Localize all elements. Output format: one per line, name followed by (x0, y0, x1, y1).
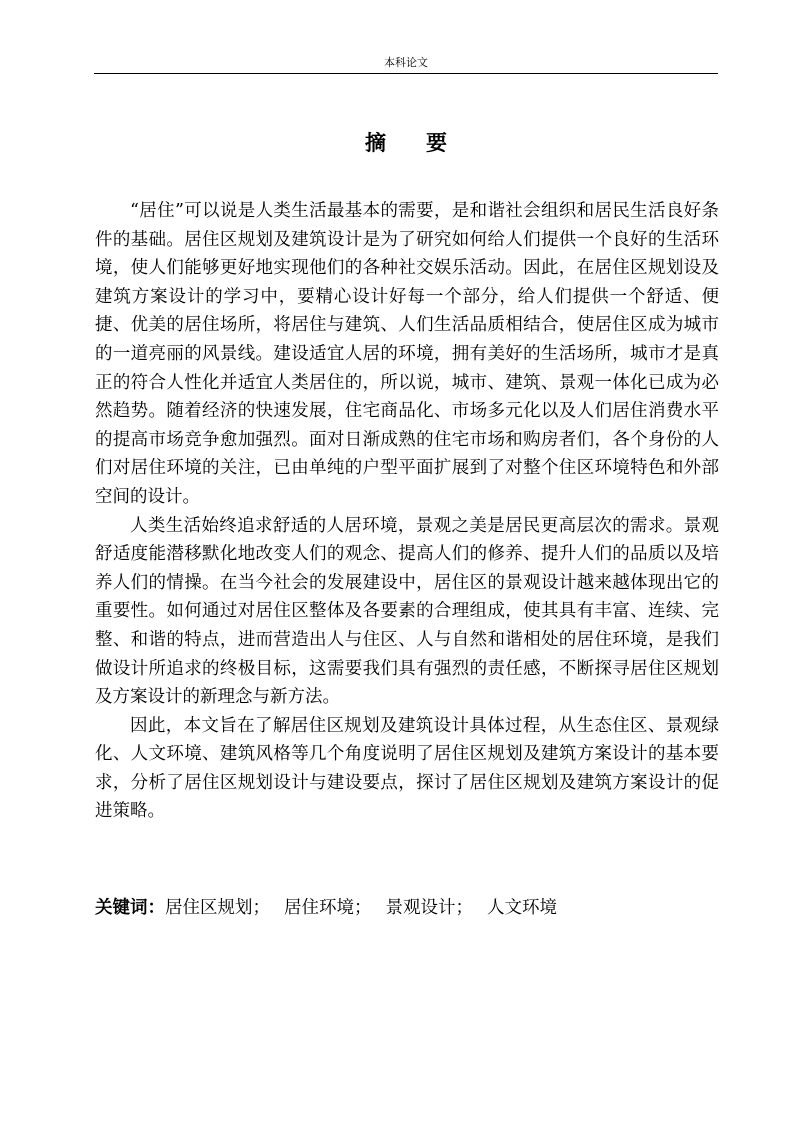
header-rule (94, 73, 718, 74)
abstract-title (94, 128, 718, 158)
keyword-item: 人文环境 (487, 898, 557, 918)
abstract-body (95, 197, 719, 826)
keyword-item: 居住环境； (284, 898, 372, 918)
abstract-paragraph-3: 因此，本文旨在了解居住区规划及建筑设计具体过程，从生态住区、景观绿化、人文环境、建筑风格等几个角度说明了居住区规划及建筑方案设计的基本要求，分析了居住区规划设计与建设要点，探讨了居住区规划及建筑方案设计的促进策略。 (95, 715, 719, 822)
running-header: 本科论文 (384, 56, 428, 69)
abstract-title-char-2: 要 (426, 130, 447, 155)
keyword-item: 景观设计； (385, 898, 473, 918)
keywords-line (95, 894, 719, 922)
keywords-label: 关键词： (95, 898, 165, 918)
keyword-item: 居住区规划； (165, 898, 270, 918)
abstract-title-char-1: 摘 (365, 130, 386, 155)
abstract-paragraph-2: 人类生活始终追求舒适的人居环境，景观之美是居民更高层次的需求。景观舒适度能潜移默化地改变人们的观念、提高人们的修养、提升人们的品质以及培养人们的情操。在当今社会的发展建设中，居住区的景观设计越来越体现出它的重要性。如何通过对居住区整体及各要素的合理组成，使其具有丰富、连续、完整、和谐的特点，进而营造出人与住区、人与自然和谐相处的居住环境，是我们做设计所追求的终极目标，这需要我们具有强烈的责任感，不断探寻居住区规划及方案设计的新理念与新方法。 (95, 515, 719, 708)
abstract-paragraph-1: “居住”可以说是人类生活最基本的需要，是和谐社会组织和居民生活良好条件的基础。居住区规划及建筑设计是为了研究如何给人们提供一个良好的生活环境，使人们能够更好地实现他们的各种社交娱乐活动。因此，在居住区规划设及建筑方案设计的学习中，要精心设计好每一个部分，给人们提供一个舒适、便捷、优美的居住场所，将居住与建筑、人们生活品质相结合，使居住区成为城市的一道亮丽的风景线。建设适宜人居的环境，拥有美好的生活场所，城市才是真正的符合人性化并适宜人类居住的，所以说，城市、建筑、景观一体化已成为必然趋势。随着经济的快速发展，住宅商品化、市场多元化以及人们居住消费水平的提高市场竞争愈加强烈。面对日渐成熟的住宅市场和购房者们，各个身份的人们对居住环境的关注，已由单纯的户型平面扩展到了对整个住区环境特色和外部空间的设计。 (95, 201, 719, 507)
